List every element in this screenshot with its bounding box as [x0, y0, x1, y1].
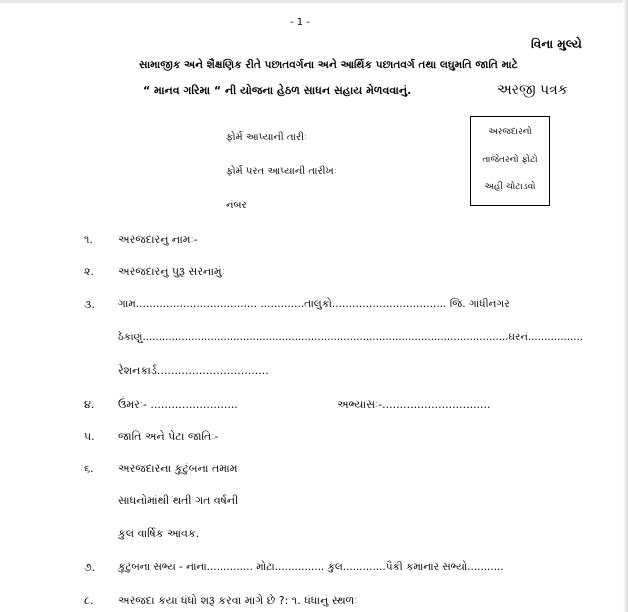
form-title: અરજી પત્રક	[497, 82, 568, 98]
address-house-number-line: ઠેકાણું.................................................................................................................ઘરનં.................	[118, 332, 583, 343]
photo-box-line-2: તાજેતરનો ફોટો	[482, 155, 538, 165]
field-3-number: ૩.	[84, 298, 95, 311]
return-date-label: ફોર્મ પરત આપ્યાની તારીખઃ	[226, 166, 337, 177]
scheme-title: “ માનવ ગરિમા “ ની યોજના હેઠળ સાધન સહાય મેળવવાનું.	[143, 84, 412, 97]
ration-card-line: રેશનકાર્ડ................................	[118, 364, 269, 377]
age-field: ઉંમરઃ- .........................	[118, 398, 238, 411]
field-8-number: ૮.	[84, 594, 94, 607]
photo-box-line-3: અહી ચોટાડવો	[484, 182, 536, 192]
education-field: અભ્યાસઃ-...............................	[337, 398, 491, 411]
field-2-number: ૨.	[84, 265, 94, 278]
free-of-charge-note: વિના મુલ્યે	[531, 37, 582, 51]
applicant-name-label: અરજદારનું નામઃ-	[118, 233, 198, 246]
applicant-address-label: અરજદારનું પુરૂ સરનામુંઃ	[118, 265, 225, 278]
number-label: નંબર	[226, 200, 247, 211]
photo-box	[470, 116, 550, 206]
caste-subcaste-label: જાતિ અને પેટા જાતિઃ-	[118, 430, 219, 443]
page-number: - 1 -	[290, 17, 310, 28]
village-taluka-district-line: ગામ.................................... .............તાલુકો.................................. જિ. ગાંધીનગર	[118, 298, 510, 310]
family-income-line-2: સાધનોમાંથી થતી ગત વર્ષની	[118, 494, 239, 507]
photo-box-line-1: અરજદારનો	[488, 127, 532, 137]
field-5-number: પ.	[84, 430, 95, 443]
field-7-number: ૭.	[84, 561, 96, 574]
header-line-1: સામાજીક અને શૈક્ષણિક રીતે પછાતવર્ગના અને આર્થિક પછાતવર્ગ તથા લઘુમતિ જાતિ માટે	[139, 59, 518, 71]
family-income-line-3: કુલ વાર્ષિક આવક.	[118, 527, 200, 540]
field-4-number: ૪.	[84, 398, 95, 411]
business-plan-line: અરજદા કયા ધંધો શરૂ કરવા માગે છે ?: ૧. ધંધાનું સ્થળઃ	[118, 594, 358, 607]
field-1-number: ૧.	[84, 233, 93, 246]
field-6-number: ૬.	[84, 462, 94, 475]
page-frame-right	[623, 0, 628, 612]
family-income-line-1: અરજદારના કુટુંબના તમામ	[118, 462, 238, 475]
family-members-line: કુટુંબના સભ્ય - નાના.............. મોટા............... કુલ.............પૈકી કમાનાર સભ્યો...........	[118, 561, 504, 573]
issue-date-label: ફોર્મ આપ્યાની તારીઃ	[226, 132, 307, 143]
